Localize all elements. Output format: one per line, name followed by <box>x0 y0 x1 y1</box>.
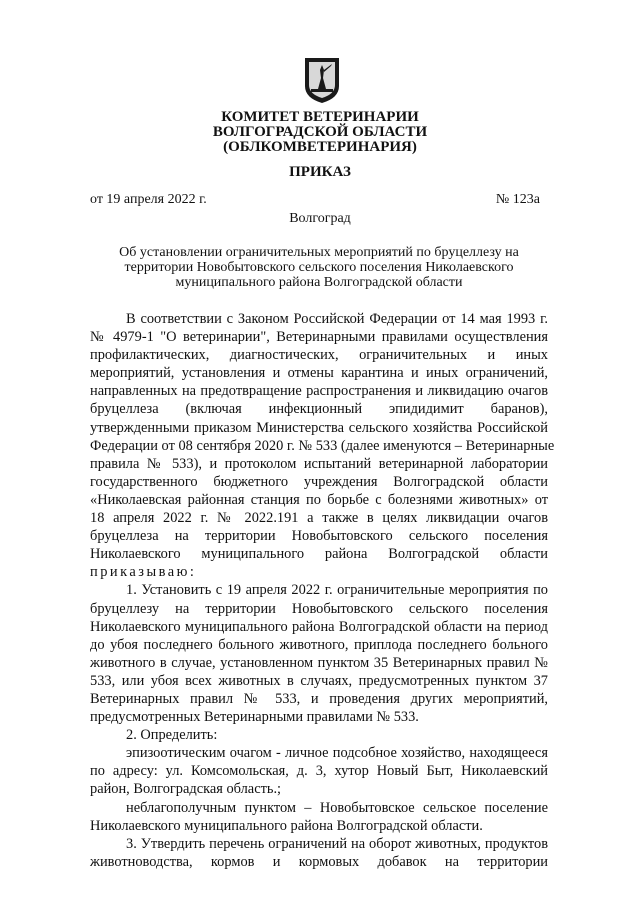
order-word: приказываю: <box>90 564 197 581</box>
body-line: Николаевского муниципального района Волгоградской области <box>90 546 548 563</box>
body-line: до убоя последнего больного животного, приплода последнего больного <box>90 636 548 653</box>
body-line: эпизоотическим очагом - личное подсобное хозяйство, находящееся <box>126 745 548 762</box>
item-heading: 2. Определить: <box>126 727 218 744</box>
body-line: предусмотренных Ветеринарными правилами № 533. <box>90 709 419 726</box>
body-line: бруцеллеза (включая инфекционный эпидидимит баранов), <box>90 401 548 418</box>
body-line: район, Волгоградская область.; <box>90 781 282 798</box>
body-line: 3. Утвердить перечень ограничений на оборот животных, продуктов <box>126 835 548 852</box>
header-line: (ОБЛКОМВЕТЕРИНАРИЯ) <box>223 139 417 155</box>
body-line: правила № 533), и протоколом испытаний ветеринарной лаборатории <box>90 455 548 472</box>
document-city: Волгоград <box>289 211 351 226</box>
subject-line: муниципального района Волгоградской области <box>175 275 463 290</box>
body-line: направленных на предотвращение распространения и ликвидацию очагов <box>90 383 548 400</box>
body-line: Николаевского муниципального района Волгоградской области. <box>90 817 483 834</box>
body-line: Николаевского муниципального района Волгоградской области на период <box>90 618 548 635</box>
volgograd-emblem-icon <box>303 56 341 104</box>
header-line: ВОЛГОГРАДСКОЙ ОБЛАСТИ <box>212 124 428 140</box>
body-line: профилактических, диагностических, ограничительных и иных <box>90 347 548 364</box>
body-line: неблагополучным пунктом – Новобытовское сельское поселение <box>126 799 548 816</box>
document-date: от 19 апреля 2022 г. <box>90 192 207 207</box>
body-line: № 4979-1 "О ветеринарии", Ветеринарными правилами осуществления <box>90 329 548 346</box>
subject-line: территории Новобытовского сельского поселения Николаевского <box>124 260 514 275</box>
header-line: КОМИТЕТ ВЕТЕРИНАРИИ <box>221 109 419 125</box>
body-line: В соответствии с Законом Российской Федерации от 14 мая 1993 г. <box>126 311 548 327</box>
body-line: бруцеллеза на территории Новобытовского сельского поселения <box>90 528 548 545</box>
body-line: 533, или убоя всех животных в случаях, предусмотренных пунктом 37 <box>90 672 548 689</box>
organization-header <box>0 110 640 155</box>
body-line: государственного бюджетного учреждения Волгоградской области <box>90 473 548 490</box>
body-line: бруцеллезу на территории Новобытовского сельского поселения <box>90 600 548 617</box>
document-type: ПРИКАЗ <box>289 164 351 180</box>
body-line: «Николаевская районная станция по борьбе с болезнями животных» от <box>90 491 548 508</box>
body-line: животноводства, кормов и кормовых добавок на территории <box>90 853 548 870</box>
body-line: утвержденными приказом Министерства сельского хозяйства Российской <box>90 419 548 436</box>
document-body <box>90 310 555 871</box>
subject-line: Об установлении ограничительных мероприятий по бруцеллезу на <box>119 245 519 260</box>
body-line: животного в случае, установленном пунктом 35 Ветеринарных правил № <box>90 654 548 671</box>
document-number: № 123а <box>495 192 540 207</box>
document-subject <box>90 245 548 290</box>
body-line: по адресу: ул. Комсомольская, д. 3, хутор Новый Быт, Николаевский <box>90 763 548 780</box>
body-line: 1. Установить с 19 апреля 2022 г. ограничительные мероприятия по <box>126 582 548 599</box>
body-line: 18 апреля 2022 г. № 2022.191 а также в целях ликвидации очагов <box>90 510 548 527</box>
body-line: мероприятий, установления и отмены карантина и иных ограничений, <box>90 365 548 382</box>
body-line: Федерации от 08 сентября 2020 г. № 533 (далее именуются – Ветеринарные <box>90 437 555 454</box>
body-line: Ветеринарных правил № 533, и проведения других мероприятий, <box>90 690 548 707</box>
